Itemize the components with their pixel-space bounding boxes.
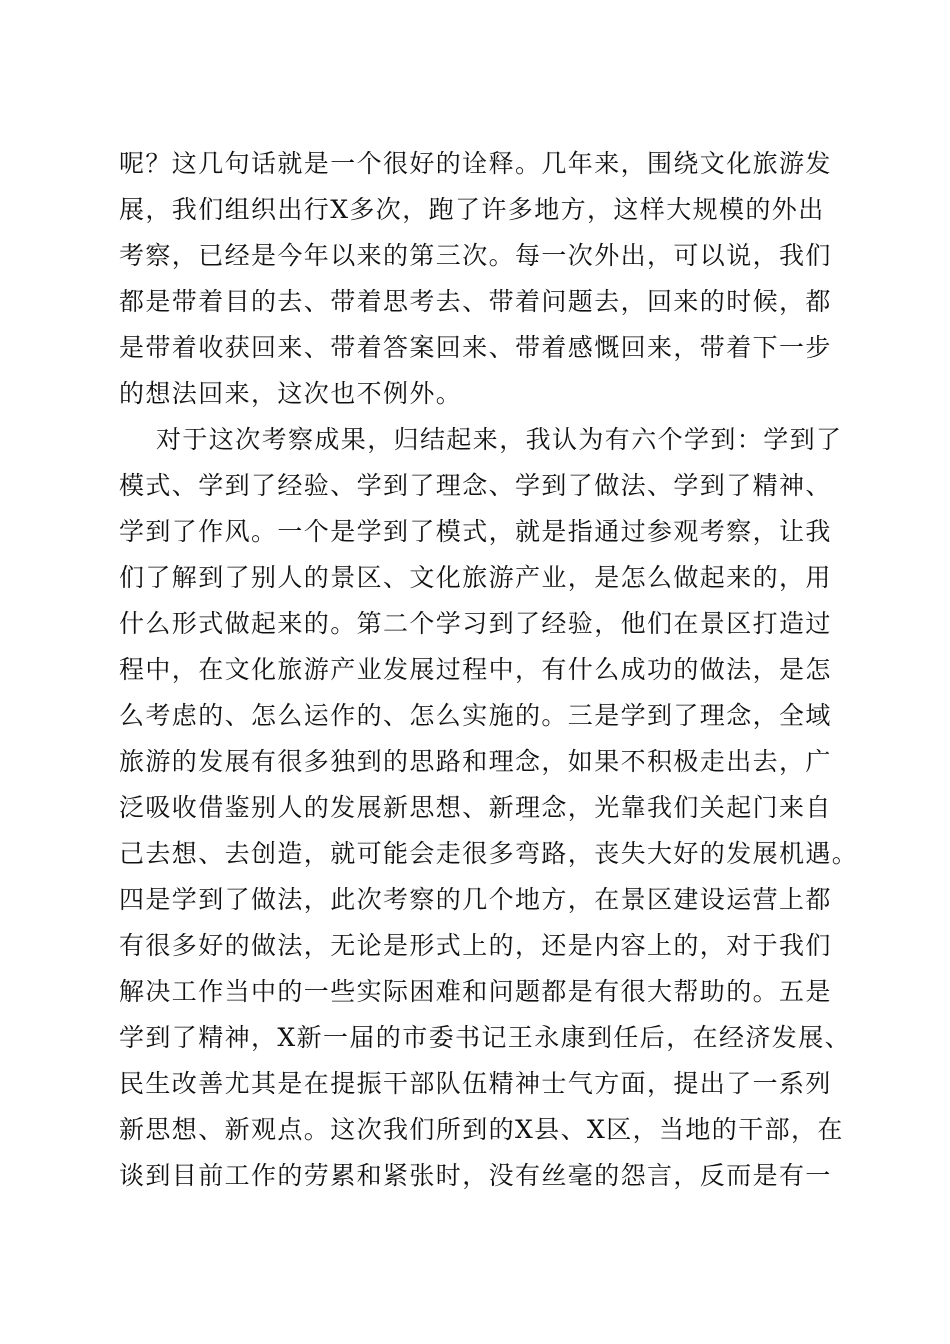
text-line: 解决工作当中的一些实际困难和问题都是有很大帮助的。五是 xyxy=(119,977,832,1006)
text-line: 旅游的发展有很多独到的思路和理念，如果不积极走出去，广 xyxy=(119,747,832,776)
paragraph-first-line: 对于这次考察成果，归结起来，我认为有六个学到：学到了 xyxy=(156,425,843,454)
text-line: 是带着收获回来、带着答案回来、带着感慨回来，带着下一步 xyxy=(119,333,832,362)
text-line: 有很多好的做法，无论是形式上的，还是内容上的，对于我们 xyxy=(119,931,832,960)
text-line: 什么形式做起来的。第二个学习到了经验，他们在景区打造过 xyxy=(119,609,832,638)
text-line: 的想法回来，这次也不例外。 xyxy=(119,379,463,408)
text-line: 呢？这几句话就是一个很好的诠释。几年来，围绕文化旅游发 xyxy=(119,149,832,178)
text-line: 己去想、去创造，就可能会走很多弯路，丧失大好的发展机遇。 xyxy=(119,839,859,868)
text-line: 民生改善尤其是在提振干部队伍精神士气方面，提出了一系列 xyxy=(119,1069,832,1098)
text-line: 泛吸收借鉴别人的发展新思想、新理念，光靠我们关起门来自 xyxy=(119,793,832,822)
text-line: 程中，在文化旅游产业发展过程中，有什么成功的做法，是怎 xyxy=(119,655,832,684)
text-line: 展，我们组织出行X多次，跑了许多地方，这样大规模的外出 xyxy=(119,195,825,224)
text-line: 四是学到了做法，此次考察的几个地方，在景区建设运营上都 xyxy=(119,885,832,914)
text-line: 新思想、新观点。这次我们所到的X县、X区，当地的干部，在 xyxy=(119,1115,844,1144)
text-line: 们了解到了别人的景区、文化旅游产业，是怎么做起来的，用 xyxy=(119,563,832,592)
text-line: 模式、学到了经验、学到了理念、学到了做法、学到了精神、 xyxy=(119,471,832,500)
text-line: 考察，已经是今年以来的第三次。每一次外出，可以说，我们 xyxy=(119,241,832,270)
text-line: 学到了精神，X新一届的市委书记王永康到任后，在经济发展、 xyxy=(119,1023,852,1052)
text-line: 谈到目前工作的劳累和紧张时，没有丝毫的怨言，反而是有一 xyxy=(119,1161,832,1190)
text-line: 学到了作风。一个是学到了模式，就是指通过参观考察，让我 xyxy=(119,517,832,546)
text-line: 都是带着目的去、带着思考去、带着问题去，回来的时候，都 xyxy=(119,287,832,316)
text-line: 么考虑的、怎么运作的、怎么实施的。三是学到了理念，全域 xyxy=(119,701,832,730)
